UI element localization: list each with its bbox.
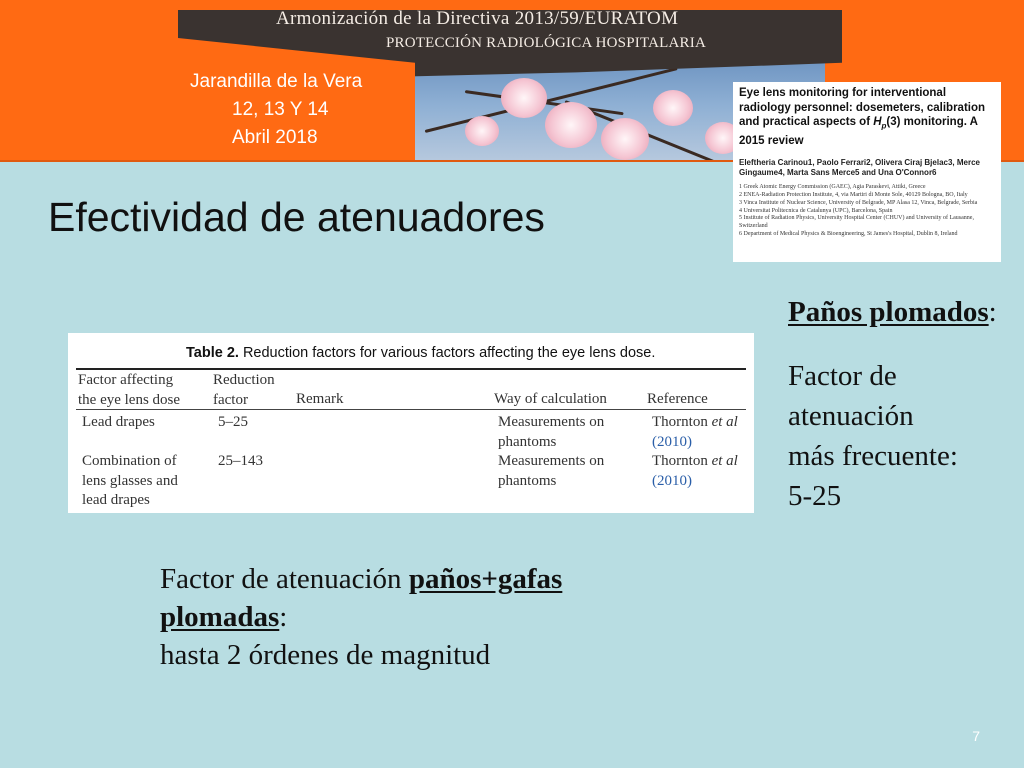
table-caption: Table 2. Reduction factors for various factors affecting the eye lens dose. bbox=[186, 345, 656, 361]
table-cell-way: Measurements on phantoms bbox=[498, 453, 605, 489]
paper-thumbnail bbox=[733, 82, 1001, 262]
paper-authors: Eleftheria Carinou1, Paolo Ferrari2, Olivera Ciraj Bjelac3, Merce Gingaume4, Marta Sans Merce5 and Una O'Connor6 bbox=[739, 158, 980, 178]
slide-title: Efectividad de atenuadores bbox=[48, 194, 545, 240]
banner-title: Armonización de la Directiva 2013/59/EURATOM bbox=[276, 8, 679, 29]
affiliation: 6 Department of Medical Physics & Bioengineering, St James's Hospital, Dublin 8, Ireland bbox=[739, 231, 958, 238]
bottom-text-block bbox=[160, 560, 680, 674]
side-heading: Paños plomados: bbox=[788, 296, 997, 328]
page-number: 7 bbox=[972, 728, 980, 744]
col-header-reduction: Reduction factor bbox=[213, 372, 275, 408]
bottom-line: Factor de atenuación paños+gafas bbox=[160, 563, 563, 595]
col-header-remark: Remark bbox=[296, 391, 344, 407]
table-top-rule bbox=[76, 368, 746, 370]
location-name: Jarandilla de la Vera bbox=[190, 71, 363, 92]
table-cell-way: Measurements on phantoms bbox=[498, 414, 605, 450]
col-header-way: Way of calculation bbox=[494, 391, 607, 407]
table-cell-reduction: 5–25 bbox=[218, 414, 248, 430]
event-month-year: Abril 2018 bbox=[232, 127, 318, 148]
side-body-line: Factor de bbox=[788, 360, 897, 392]
col-header-factor: Factor affecting the eye lens dose bbox=[78, 372, 181, 408]
affiliation: 2 ENEA-Radiation Protection Institute, 4, via Martiri di Monte Sole, 40129 Bologna, BO, Italy bbox=[739, 192, 968, 199]
bottom-line: hasta 2 órdenes de magnitud bbox=[160, 639, 491, 671]
paper-affiliations bbox=[739, 184, 995, 239]
side-body-line: atenuación bbox=[788, 400, 914, 432]
affiliation: 4 Universitat Politecnica de Catalunya (UPC), Barcelona, Spain bbox=[739, 207, 893, 214]
table-cell-reduction: 25–143 bbox=[218, 453, 263, 469]
reduction-factors-table bbox=[68, 333, 754, 513]
table-cell-factor: Combination of lens glasses and lead drapes bbox=[82, 453, 178, 508]
side-body-line: más frecuente: bbox=[788, 440, 958, 472]
affiliation: 3 Vinca Institute of Nuclear Science, University of Belgrade, MP Alasa 12, Vinca, Belgrade, Serbia bbox=[739, 199, 978, 206]
bottom-line: plomadas: bbox=[160, 601, 288, 633]
banner-location bbox=[190, 68, 390, 152]
table-cell-reference: Thornton et al (2010) bbox=[652, 414, 738, 450]
paper-title: Eye lens monitoring for interventional radiology personnel: dosemeters, calibration and practical aspects of $H_p(3)$ monitoring. A 2015 review bbox=[739, 87, 986, 147]
col-header-reference: Reference bbox=[647, 391, 708, 407]
table-cell-reference: Thornton et al (2010) bbox=[652, 453, 738, 489]
side-body-line: 5-25 bbox=[788, 480, 842, 512]
table-cell-factor: Lead drapes bbox=[82, 414, 155, 430]
affiliation: 1 Greek Atomic Energy Commission (GAEC), Agia Paraskevi, Attiki, Greece bbox=[739, 184, 926, 191]
event-days: 12, 13 Y 14 bbox=[232, 99, 329, 120]
side-text-block bbox=[788, 292, 1008, 516]
banner-subtitle: PROTECCIÓN RADIOLÓGICA HOSPITALARIA bbox=[386, 35, 706, 51]
affiliation: 5 Institute of Radiation Physics, University Hospital Center (CHUV) and University of Lausanne, Switzerland bbox=[739, 215, 974, 230]
